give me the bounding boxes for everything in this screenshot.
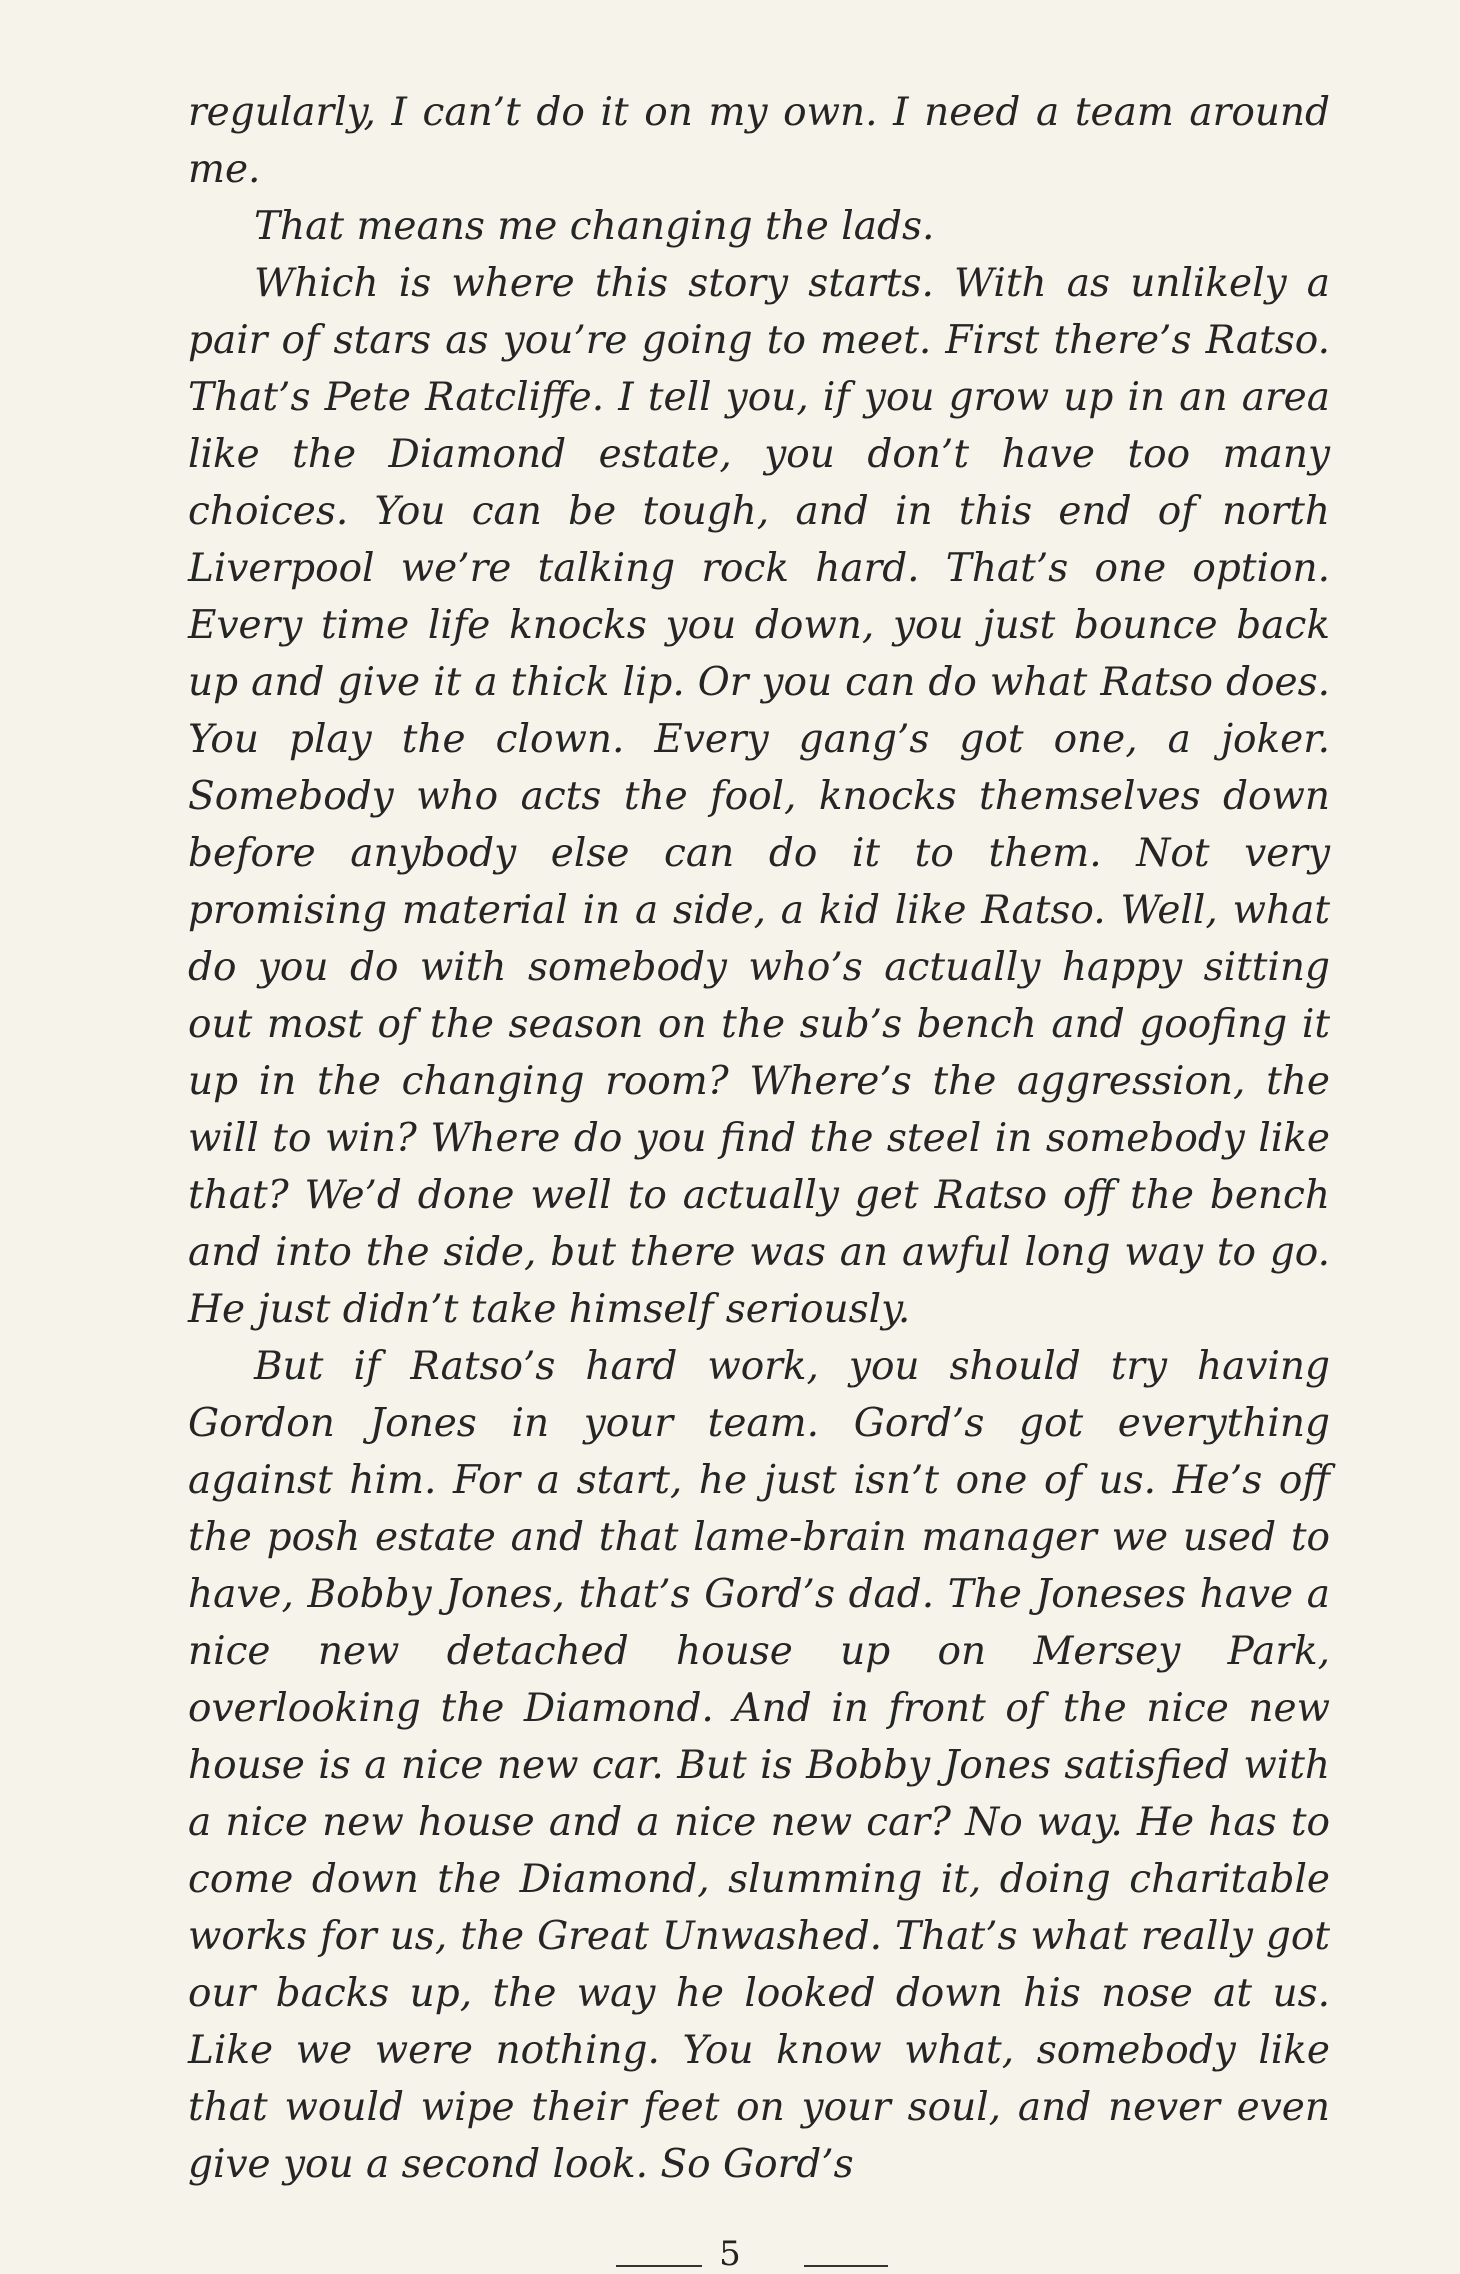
- footer-left-rule: [616, 2265, 702, 2267]
- page-number: 5: [719, 2234, 741, 2274]
- paragraph-changing-lads: That means me changing the lads.: [254, 204, 935, 249]
- paragraph-continuation: regularly, I can’t do it on my own. I need a team around me.: [188, 90, 1330, 192]
- body-text: [188, 84, 1330, 2193]
- paragraph-ratso: Which is where this story starts. With as unlikely a pair of stars as you’re going to meet. First there’s Ratso. That’s Pete Ratcliffe. I tell you, if you grow up in an area like the Diamond estate, you don’t have too many choices. You can be tough, and in this end of north Liverpool we’re talking rock hard. That’s one option. Every time life knocks you down, you just bounce back up and give it a thick lip. Or you can do what Ratso does. You play the clown. Every gang’s got one, a joker. Somebody who acts the fool, knocks themselves down before anybody else can do it to them. Not very promising material in a side, a kid like Ratso. Well, what do you do with somebody who’s actually happy sitting out most of the season on the sub’s bench and goofing it up in the changing room? Where’s the aggression, the will to win? Where do you find the steel in somebody like that? We’d done well to actually get Ratso off the bench and into the side, but there was an awful long way to go. He just didn’t take himself seriously.: [188, 261, 1330, 1332]
- paragraph-gordon-jones: But if Ratso’s hard work, you should try having Gordon Jones in your team. Gord’s got everything against him. For a start, he just isn’t one of us. He’s off the posh estate and that lame-brain manager we used to have, Bobby Jones, that’s Gord’s dad. The Joneses have a nice new detached house up on Mersey Park, overlooking the Diamond. And in front of the nice new house is a nice new car. But is Bobby Jones satisfied with a nice new house and a nice new car? No way. He has to come down the Diamond, slumming it, doing charitable works for us, the Great Unwashed. That’s what really got our backs up, the way he looked down his nose at us. Like we were nothing. You know what, somebody like that would wipe their feet on your soul, and never even give you a second look. So Gord’s: [188, 1344, 1330, 2187]
- footer-right-rule: [804, 2265, 888, 2267]
